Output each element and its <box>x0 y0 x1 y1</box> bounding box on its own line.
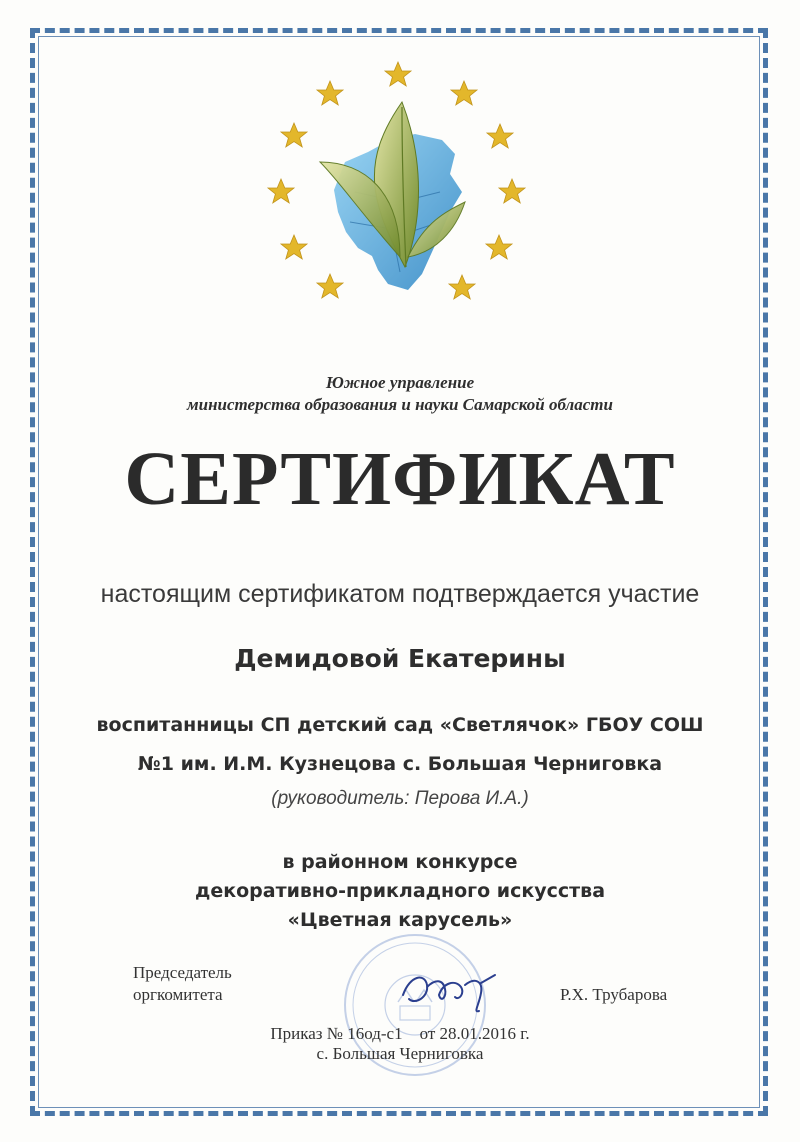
institution-line-2: №1 им. И.М. Кузнецова с. Большая Черниговка <box>137 753 663 775</box>
institution-line-1: воспитанницы СП детский сад «Светлячок» ГБОУ СОШ <box>96 714 704 736</box>
chairman-role <box>133 962 232 1006</box>
recipient-name: Демидовой Екатерины <box>234 644 566 673</box>
organization-line-2: министерства образования и науки Самарской области <box>187 395 613 414</box>
place-name: с. Большая Черниговка <box>316 1044 484 1063</box>
chairman-role-line-1: Председатель <box>133 963 232 982</box>
chairman-name: Р.Х. Трубарова <box>560 985 668 1004</box>
contest-line-1: в районном конкурсе <box>282 851 518 873</box>
leader-text: (руководитель: Перова И.А.) <box>271 788 529 809</box>
contest-line-2: декоративно-прикладного искусства <box>194 880 606 902</box>
certificate-title: СЕРТИФИКАТ <box>124 437 676 521</box>
emblem-logo <box>250 52 550 312</box>
contest-line-3: «Цветная карусель» <box>287 909 513 931</box>
chairman-role-line-2: оргкомитета <box>133 985 223 1004</box>
organization-line-1: Южное управление <box>325 373 475 392</box>
order-reference: Приказ № 16од-с1 от 28.01.2016 г. <box>270 1024 530 1043</box>
signature <box>395 965 505 1015</box>
confirmation-text: настоящим сертификатом подтверждается участие <box>100 580 700 608</box>
